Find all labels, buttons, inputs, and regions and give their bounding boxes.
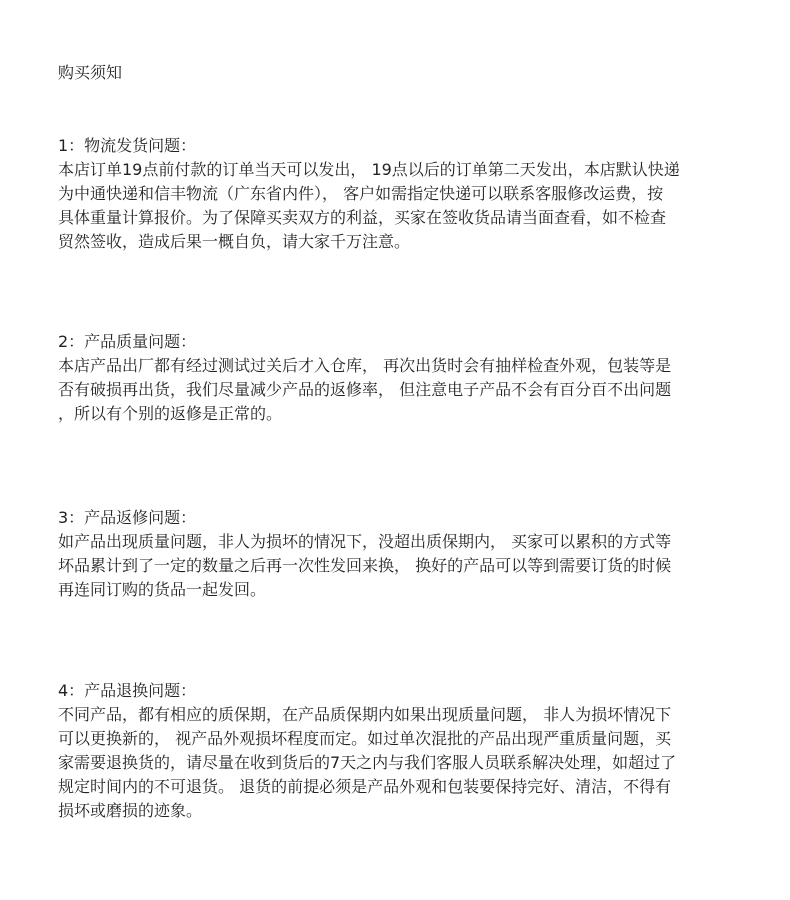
paragraph-line: 本店订单19点前付款的订单当天可以发出， 19点以后的订单第二天发出，本店默认快递: [58, 160, 680, 179]
paragraph-line: 家需要退换货的，请尽量在收到货后的7天之内与我们客服人员联系解决处理，如超过了: [58, 753, 677, 772]
paragraph-line: 贸然签收，造成后果一概自负，请大家千万注意。: [58, 232, 411, 251]
paragraph-line: 坏品累计到了一定的数量之后再一次性发回来换， 换好的产品可以等到需要订货的时候: [58, 556, 672, 575]
section-product-quality: [58, 330, 770, 426]
section-shipping: [58, 134, 770, 254]
paragraph-line: 具体重量计算报价。为了保障买卖双方的利益，买家在签收货品请当面查看，如不检查: [58, 208, 667, 227]
paragraph-line: 规定时间内的不可退货。 退货的前提必须是产品外观和包装要保持完好、清洁，不得有: [58, 777, 672, 796]
paragraph-line: 本店产品出厂都有经过测试过关后才入仓库， 再次出货时会有抽样检查外观，包装等是: [58, 356, 672, 375]
paragraph-line: ，所以有个别的返修是正常的。: [58, 404, 283, 423]
section-heading: 4：产品退换问题：: [58, 681, 197, 700]
paragraph-line: 损坏或磨损的迹象。: [58, 801, 203, 820]
section-heading: 3：产品返修问题：: [58, 508, 197, 527]
paragraph-line: 否有破损再出货，我们尽量减少产品的返修率， 但注意电子产品不会有百分百不出问题: [58, 380, 672, 399]
section-returns-exchanges: [58, 679, 770, 823]
paragraph-line: 可以更换新的， 视产品外观损坏程度而定。如过单次混批的产品出现严重质量问题，买: [58, 729, 672, 748]
page-title: 购买须知: [58, 63, 123, 82]
paragraph-line: 为中通快递和信丰物流（广东省内件）， 客户如需指定快递可以联系客服修改运费，按: [58, 184, 664, 203]
paragraph-line: 再连同订购的货品一起发回。: [58, 580, 267, 599]
section-heading: 2：产品质量问题：: [58, 332, 197, 351]
paragraph-line: 如产品出现质量问题，非人为损坏的情况下，没超出质保期内， 买家可以累积的方式等: [58, 532, 672, 551]
paragraph-line: 不同产品，都有相应的质保期，在产品质保期内如果出现质量问题， 非人为损坏情况下: [58, 705, 672, 724]
section-heading: 1：物流发货问题：: [58, 136, 197, 155]
section-product-repair: [58, 506, 770, 602]
